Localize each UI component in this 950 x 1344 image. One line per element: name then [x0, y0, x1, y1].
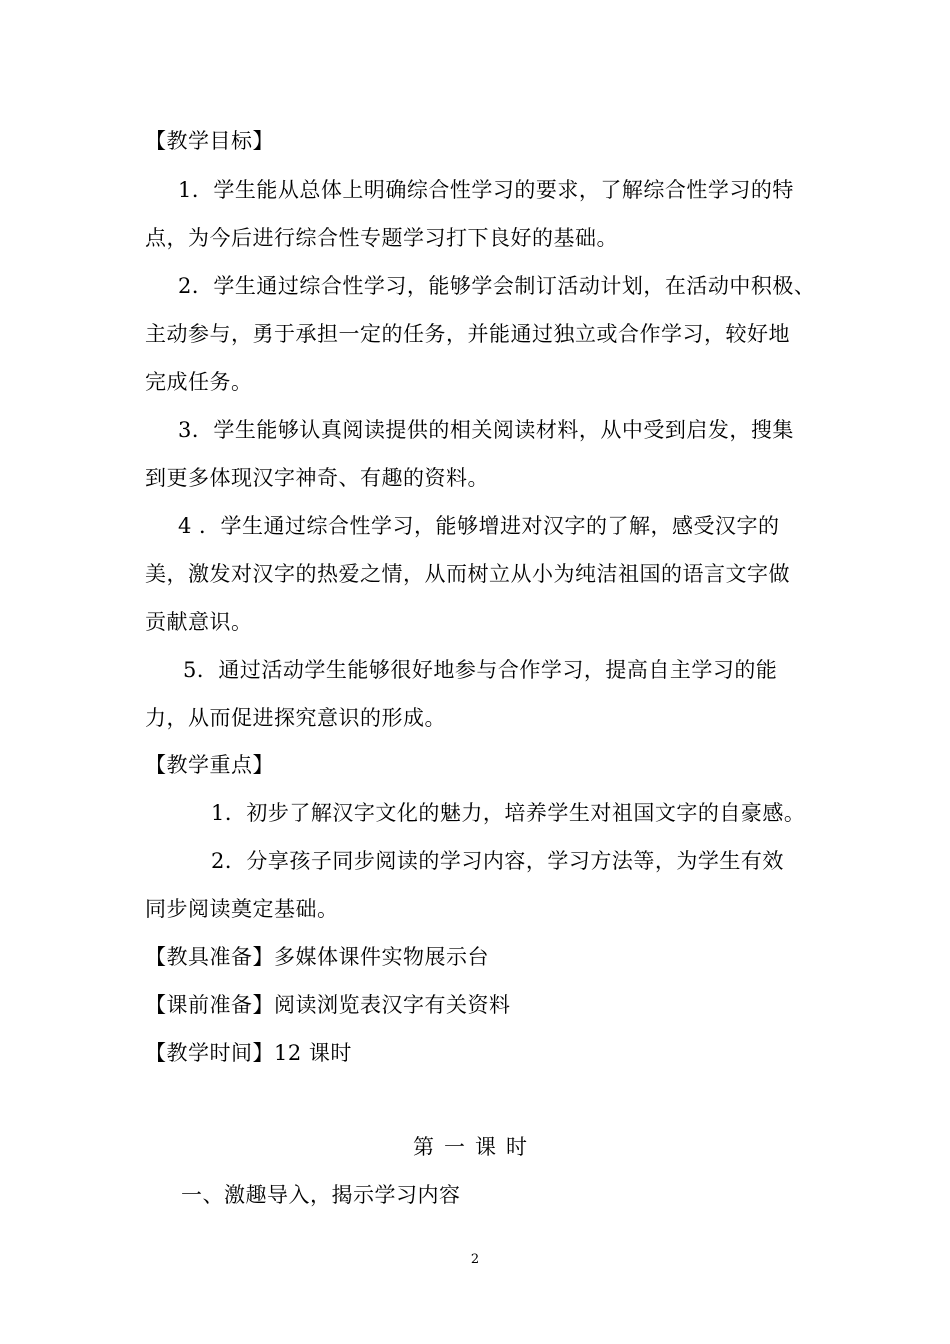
- key-point-1-line-1: 1．初步了解汉字文化的魅力，培养学生对祖国文字的自豪感。: [211, 801, 806, 825]
- objective-1-line-1: 1．学生能从总体上明确综合性学习的要求，了解综合性学习的特: [178, 178, 794, 202]
- objective-1-line-2: 点，为今后进行综合性专题学习打下良好的基础。: [145, 226, 618, 250]
- class-preparation: 【课前准备】阅读浏览表汉字有关资料: [145, 993, 511, 1017]
- objective-2-line-1: 2．学生通过综合性学习，能够学会制订活动计划，在活动中积极、: [178, 274, 816, 298]
- objective-4-line-2: 美，激发对汉字的热爱之情，从而树立从小为纯洁祖国的语言文字做: [145, 562, 790, 586]
- lesson-title: 第一课时: [413, 1135, 537, 1159]
- objective-2-line-2: 主动参与，勇于承担一定的任务，并能通过独立或合作学习，较好地: [145, 322, 790, 346]
- key-point-2-line-2: 同步阅读奠定基础。: [145, 897, 339, 921]
- key-point-2-line-1: 2．分享孩子同步阅读的学习内容，学习方法等，为学生有效: [211, 849, 784, 873]
- objective-4-line-3: 贡献意识。: [145, 610, 253, 634]
- objective-5-line-2: 力，从而促进探究意识的形成。: [145, 706, 446, 730]
- teaching-tools: 【教具准备】多媒体课件实物展示台: [145, 945, 489, 969]
- key-points-heading: 【教学重点】: [145, 753, 274, 777]
- page-number: 2: [470, 1252, 480, 1267]
- objective-2-line-3: 完成任务。: [145, 370, 253, 394]
- section-one-heading: 一、激趣导入，揭示学习内容: [181, 1183, 461, 1207]
- objective-4-line-1: 4 ．学生通过综合性学习，能够增进对汉字的了解，感受汉字的: [178, 514, 780, 538]
- objective-5-line-1: 5．通过活动学生能够很好地参与合作学习，提高自主学习的能: [183, 658, 778, 682]
- objectives-heading: 【教学目标】: [145, 129, 274, 153]
- teaching-time: 【教学时间】12 课时: [145, 1041, 352, 1065]
- objective-3-line-2: 到更多体现汉字神奇、有趣的资料。: [145, 466, 489, 490]
- objective-3-line-1: 3．学生能够认真阅读提供的相关阅读材料，从中受到启发，搜集: [178, 418, 794, 442]
